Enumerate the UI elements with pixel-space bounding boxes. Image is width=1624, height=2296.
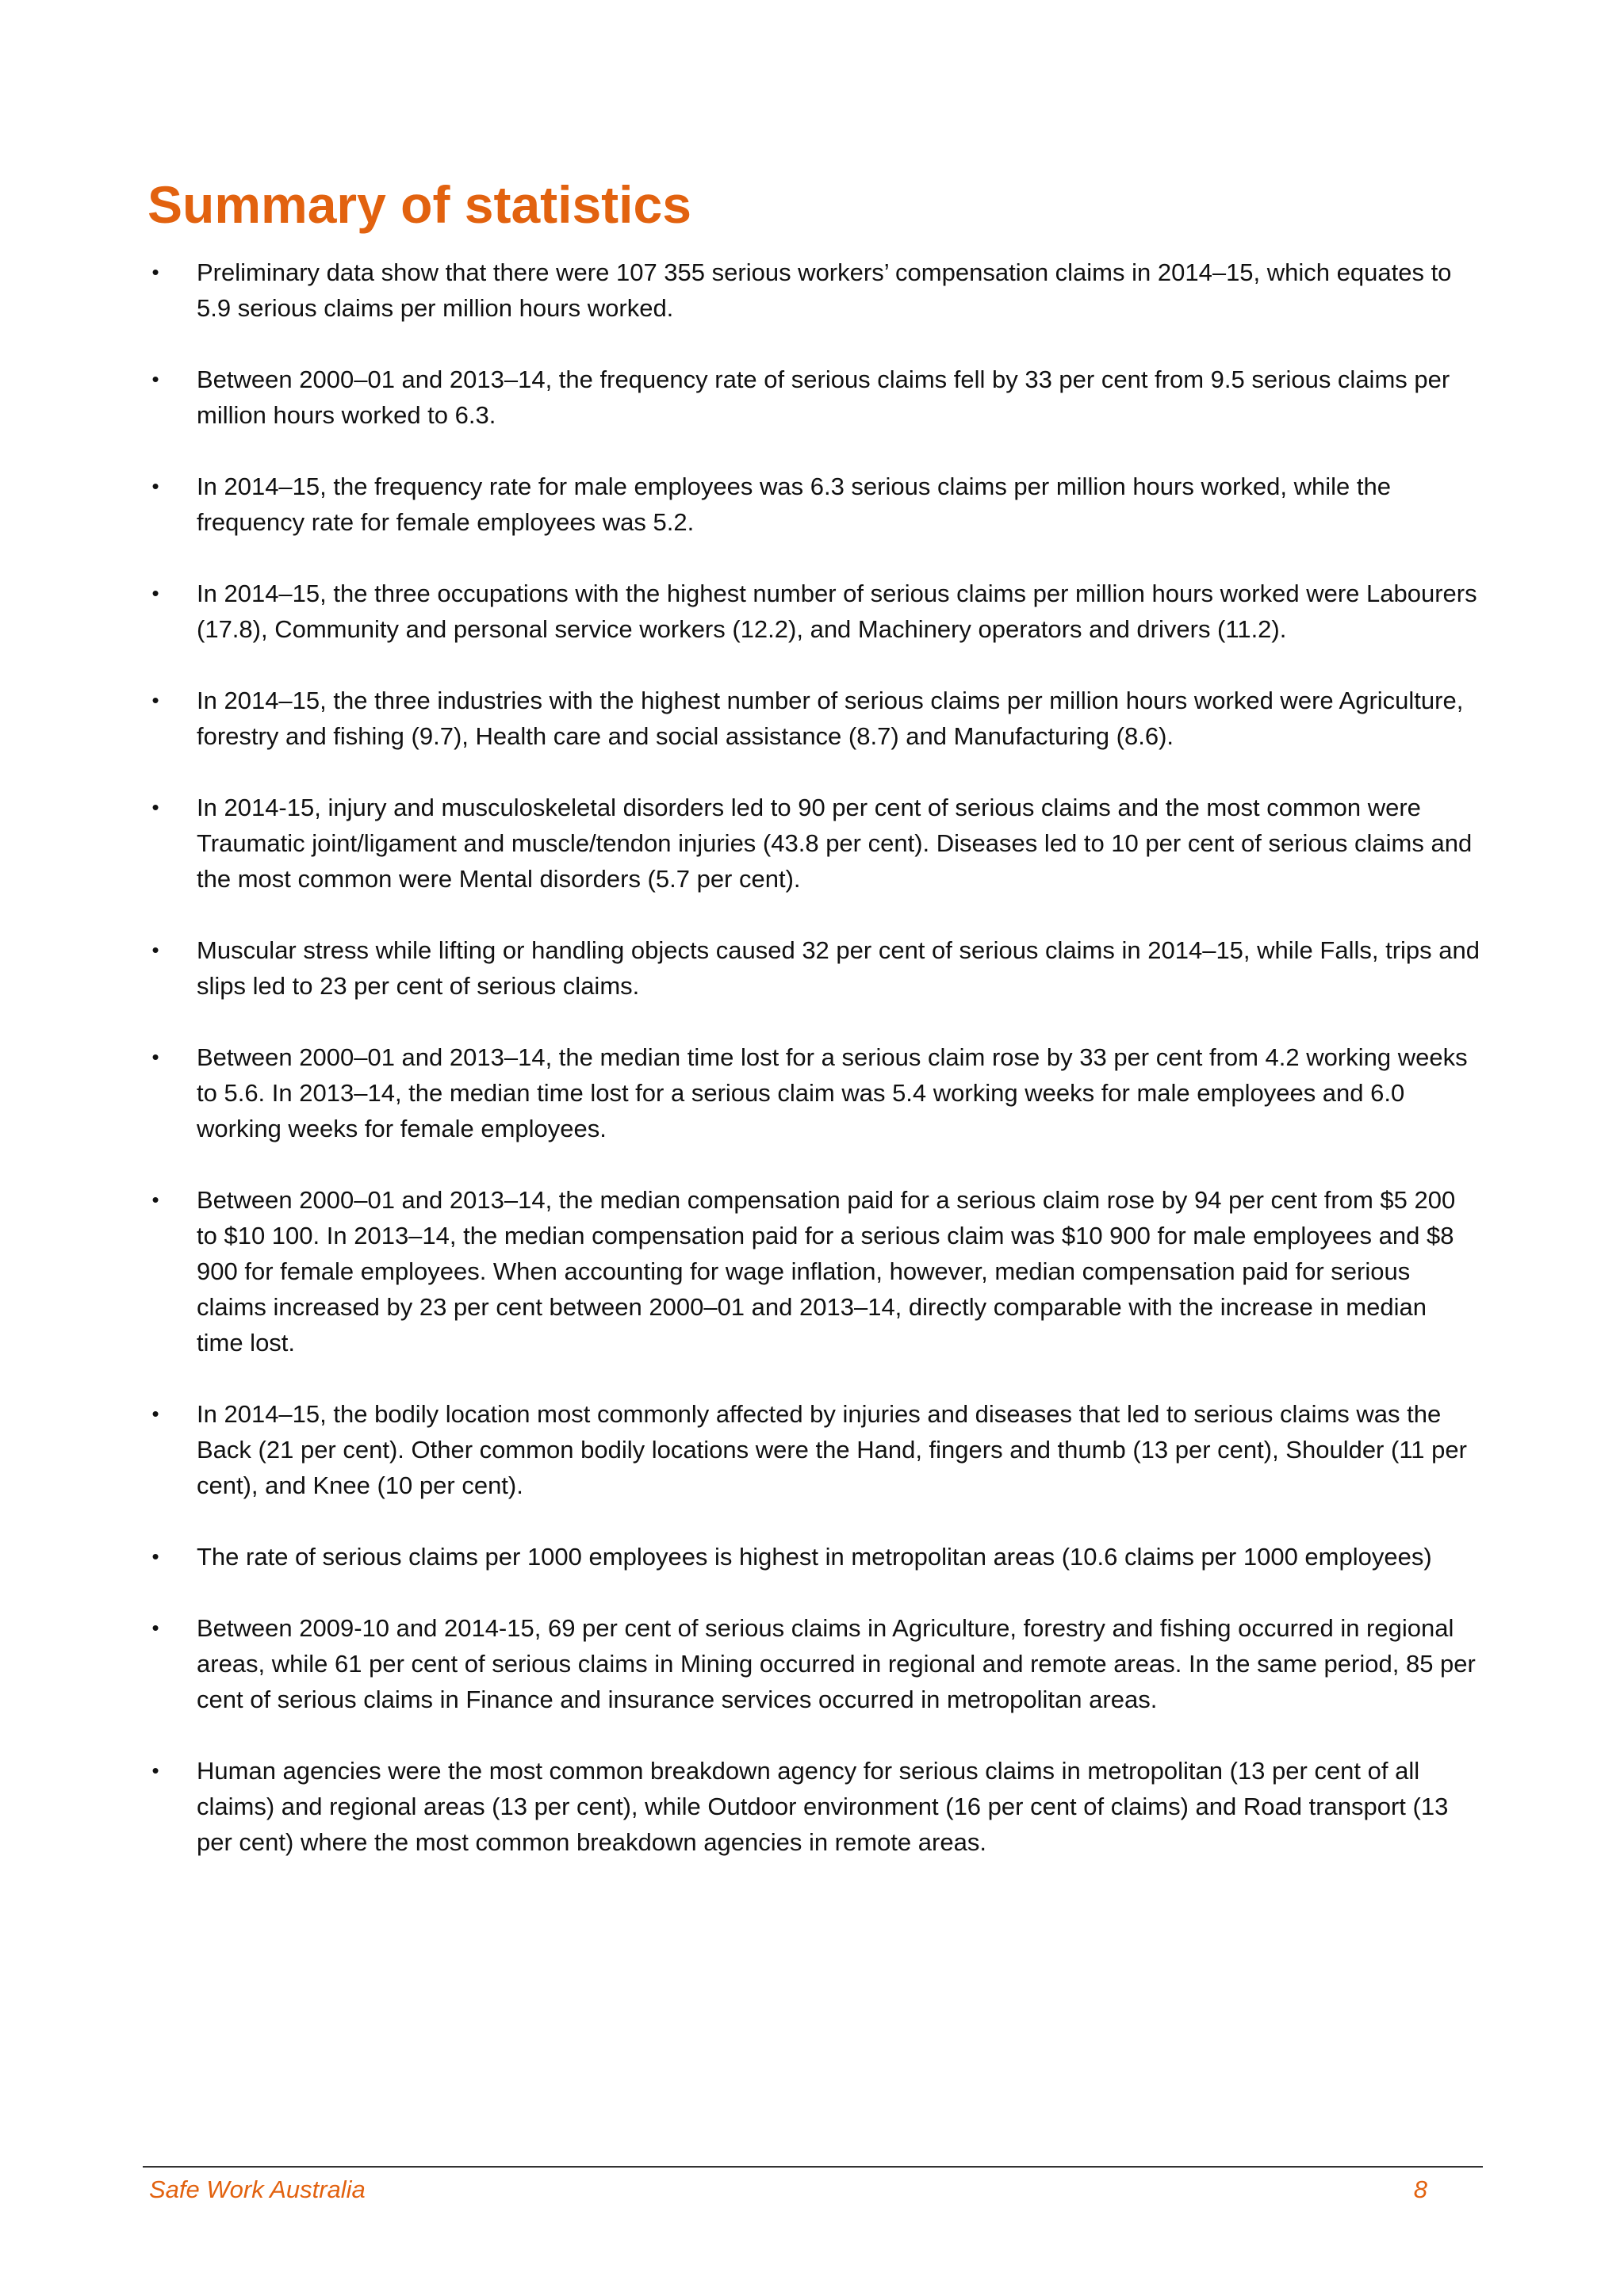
bullet-text: Preliminary data show that there were 107 355 serious workers’ compensation claims in 2014–15, which equates to 5.9 serious claims per million hours worked. (197, 258, 1452, 322)
bullet-text: Between 2000–01 and 2013–14, the median time lost for a serious claim rose by 33 per cent from 4.2 working weeks to 5.6. In 2013–14, the median time lost for a serious claim was 5.4 working weeks for male employees and 6.0 working weeks for female employees. (197, 1043, 1468, 1142)
bullet-text: Between 2000–01 and 2013–14, the median compensation paid for a serious claim rose by 94 per cent from $5 200 to $10 100. In 2013–14, the median compensation paid for a serious claim was $10 900 for male employees and $8 900 for female employees. When accounting for wage inflation, however, median compensation paid for serious claims increased by 23 per cent between 2000–01 and 2013–14, directly comparable with the increase in median time lost. (197, 1186, 1456, 1357)
summary-bullet-list (147, 254, 1480, 1896)
footer-divider (143, 2166, 1483, 2168)
bullet-icon: • (151, 367, 159, 391)
list-item (147, 362, 1480, 433)
list-item (147, 932, 1480, 1004)
bullet-icon: • (151, 260, 159, 284)
bullet-text: The rate of serious claims per 1000 employees is highest in metropolitan areas (10.6 claims per 1000 employees) (197, 1543, 1432, 1571)
bullet-icon: • (151, 1188, 159, 1211)
bullet-text: Muscular stress while lifting or handling objects caused 32 per cent of serious claims in 2014–15, while Falls, trips and slips led to 23 per cent of serious claims. (197, 936, 1480, 1000)
bullet-icon: • (151, 795, 159, 819)
bullet-text: In 2014-15, injury and musculoskeletal disorders led to 90 per cent of serious claims and the most common were Traumatic joint/ligament and muscle/tendon injuries (43.8 per cent). Diseases led to 10 per cent of serious claims and the most common were Mental disorders (5.7 per cent). (197, 794, 1473, 893)
bullet-icon: • (151, 938, 159, 962)
bullet-icon: • (151, 1616, 159, 1640)
list-item (147, 576, 1480, 647)
bullet-text: In 2014–15, the three occupations with the highest number of serious claims per million hours worked were Labourers (17.8), Community and personal service workers (12.2), and Machinery operators and drivers (11.2). (197, 580, 1477, 643)
list-item (147, 469, 1480, 540)
list-item (147, 1753, 1480, 1860)
list-item (147, 1610, 1480, 1717)
bullet-text: Between 2009-10 and 2014-15, 69 per cent of serious claims in Agriculture, forestry and fishing occurred in regional areas, while 61 per cent of serious claims in Mining occurred in regional and remote areas. In the same period, 85 per cent of serious claims in Finance and insurance services occurred in metropolitan areas. (197, 1614, 1476, 1713)
bullet-text: Human agencies were the most common breakdown agency for serious claims in metropolitan (13 per cent of all claims) and regional areas (13 per cent), while Outdoor environment (16 per cent of claims) and Road transport (13 per cent) where the most common breakdown agencies in remote areas. (197, 1757, 1449, 1856)
list-item (147, 1039, 1480, 1146)
bullet-icon: • (151, 688, 159, 712)
list-item (147, 1539, 1480, 1575)
bullet-text: Between 2000–01 and 2013–14, the frequency rate of serious claims fell by 33 per cent from 9.5 serious claims per million hours worked to 6.3. (197, 365, 1450, 429)
list-item (147, 254, 1480, 326)
page-number: 8 (1413, 2175, 1427, 2203)
bullet-icon: • (151, 1402, 159, 1425)
bullet-icon: • (151, 1045, 159, 1069)
list-item (147, 683, 1480, 754)
list-item (147, 1396, 1480, 1503)
footer-organization: Safe Work Australia (149, 2175, 366, 2203)
list-item (147, 1182, 1480, 1360)
bullet-icon: • (151, 1544, 159, 1568)
bullet-text: In 2014–15, the three industries with the highest number of serious claims per million hours worked were Agriculture, forestry and fishing (9.7), Health care and social assistance (8.7) and Manufacturing (8.6). (197, 687, 1464, 750)
bullet-text: In 2014–15, the bodily location most commonly affected by injuries and diseases that led to serious claims was the Back (21 per cent). Other common bodily locations were the Hand, fingers and thumb (13 per cent), Shoulder (11 per cent), and Knee (10 per cent). (197, 1400, 1467, 1499)
bullet-icon: • (151, 581, 159, 605)
bullet-text: In 2014–15, the frequency rate for male employees was 6.3 serious claims per million hours worked, while the frequency rate for female employees was 5.2. (197, 473, 1391, 536)
list-item (147, 790, 1480, 897)
bullet-icon: • (151, 474, 159, 498)
bullet-icon: • (151, 1758, 159, 1782)
page-title: Summary of statistics (147, 175, 691, 234)
